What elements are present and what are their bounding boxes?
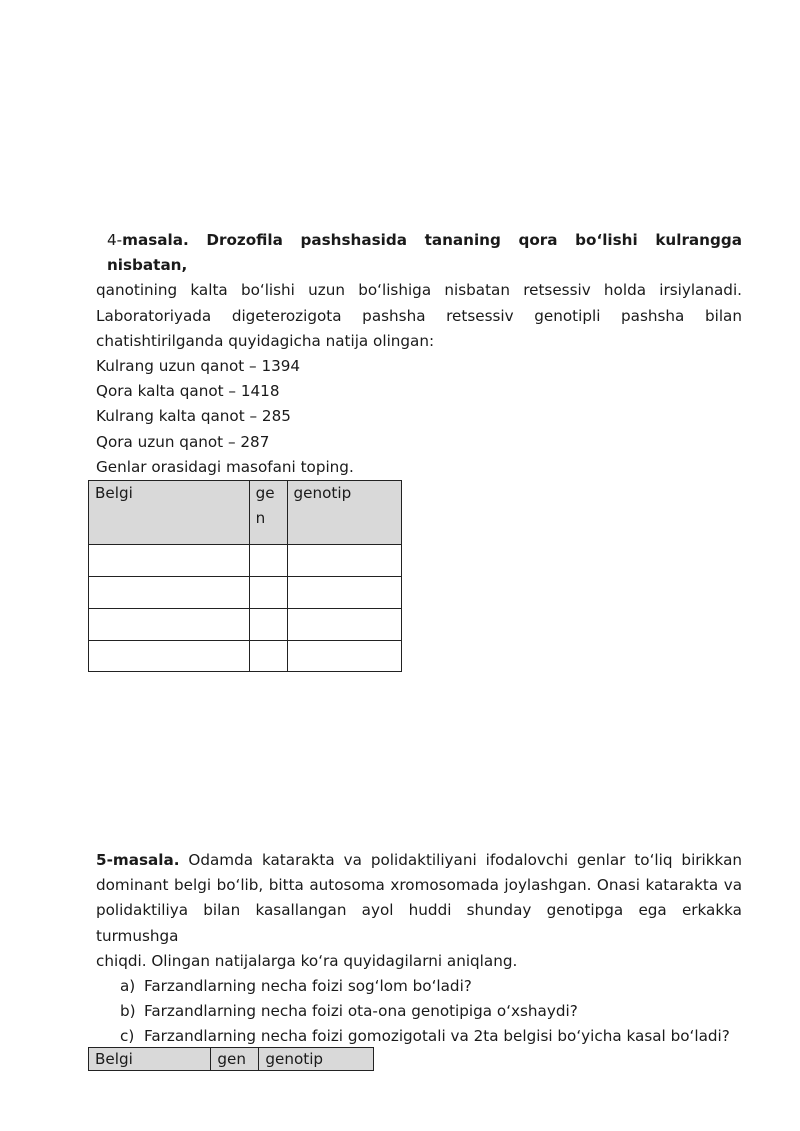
list-item: c) Farzandlarning necha foizi gomozigotali va 2ta belgisi bo‘yicha kasal bo‘ladi? bbox=[120, 1027, 730, 1046]
list-item: b) Farzandlarning necha foizi ota-ona genotipiga o‘xshaydi? bbox=[120, 1002, 578, 1021]
problem-4-question: Genlar orasidagi masofani toping. bbox=[96, 457, 354, 476]
problem-4 bbox=[96, 228, 742, 480]
problem-5 bbox=[96, 848, 742, 1050]
problem-4-line-3: Laboratoriyada digeterozigota pashsha retsessiv genotipli pashsha bilan bbox=[96, 306, 742, 325]
result-grey-short-wing: Kulrang kalta qanot – 285 bbox=[96, 407, 291, 426]
problem-4-line-4: chatishtirilganda quyidagicha natija olingan: bbox=[96, 331, 435, 350]
table-header-row bbox=[89, 481, 402, 545]
table-row bbox=[89, 609, 402, 641]
header-belgi: Belgi bbox=[89, 1048, 211, 1071]
problem-5-line-1: Odamda katarakta va polidaktiliyani ifodalovchi genlar to‘liq birikkan bbox=[188, 851, 743, 869]
problem-5-questions bbox=[120, 974, 742, 1050]
header-genotip: genotip bbox=[259, 1048, 374, 1071]
list-item: a) Farzandlarning necha foizi sog‘lom bo‘ladi? bbox=[120, 977, 472, 996]
problem-5-statement bbox=[96, 848, 742, 974]
result-black-short-wing: Qora kalta qanot – 1418 bbox=[96, 382, 280, 401]
table-row bbox=[89, 641, 402, 672]
problem-4-line-1: masala. Drozofila pashshasida tananing qora bo‘lishi kulrangga nisbatan, bbox=[107, 231, 742, 275]
problem-5-line-3: polidaktiliya bilan kasallangan ayol huddi shunday genotipga ega erkakka turmushga bbox=[96, 901, 742, 945]
problem-4-statement bbox=[96, 228, 742, 354]
header-gen: gen bbox=[211, 1048, 259, 1071]
header-belgi: Belgi bbox=[89, 481, 250, 545]
table-header-row bbox=[89, 1048, 374, 1071]
problem-4-number: 4- bbox=[107, 231, 123, 249]
header-gen: ge n bbox=[249, 481, 287, 545]
problem-5-table bbox=[88, 1047, 374, 1071]
problem-5-title: 5-masala. bbox=[96, 851, 180, 869]
problem-4-line-2: qanotining kalta bo‘lishi uzun bo‘lishiga nisbatan retsessiv holda irsiylanadi. bbox=[96, 281, 742, 300]
problem-5-line-4: chiqdi. Olingan natijalarga ko‘ra quyidagilarni aniqlang. bbox=[96, 951, 518, 970]
problem-4-table bbox=[88, 480, 402, 672]
problem-5-line-2: dominant belgi bo‘lib, bitta autosoma xromosomada joylashgan. Onasi katarakta va bbox=[96, 876, 742, 895]
result-grey-long-wing: Kulrang uzun qanot – 1394 bbox=[96, 357, 301, 376]
table-row bbox=[89, 577, 402, 609]
table-row bbox=[89, 545, 402, 577]
result-black-long-wing: Qora uzun qanot – 287 bbox=[96, 432, 270, 451]
header-genotip: genotip bbox=[287, 481, 401, 545]
